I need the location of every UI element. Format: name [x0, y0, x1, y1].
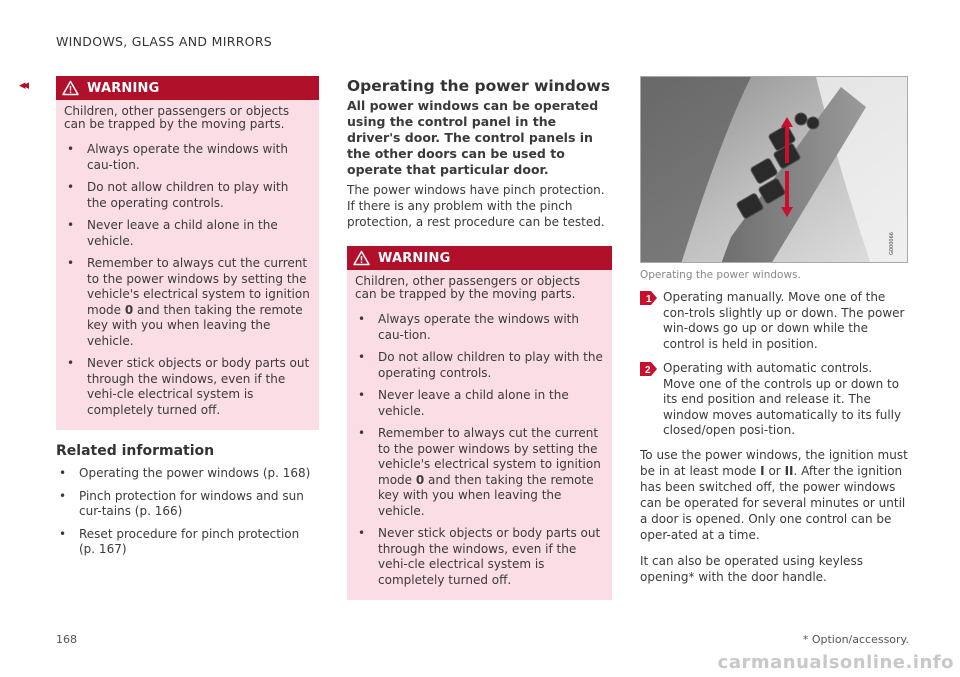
related-link[interactable]: • Operating the power windows (p. 168) — [56, 466, 319, 482]
svg-text:2: 2 — [645, 365, 651, 376]
warning-header — [56, 76, 319, 100]
related-list — [56, 466, 319, 558]
related-link[interactable]: • Pinch protection for windows and sun cur-tains (p. 166) — [56, 489, 319, 520]
related-link[interactable]: • Reset procedure for pinch protection (p. 167) — [56, 527, 319, 558]
keyless-paragraph: It can also be operated using keyless opening* with the door handle. — [640, 553, 863, 584]
warning-header — [347, 246, 612, 270]
lead-paragraph: All power windows can be operated using the control panel in the driver's door. The control panels in the other doors can be used to operate that particular door. — [347, 98, 599, 177]
warning-item: • Never stick objects or body parts out through the windows, even if the vehi-cle electrical system is completely turned off. — [355, 526, 604, 588]
ignition-paragraph: To use the power windows, the ignition must be in at least mode I or II. After the ignition has been switched off, the power windows can be operated for several minutes or until a door is opened. Only one control can be oper-ated at a time. — [640, 447, 908, 542]
section-title: WINDOWS, GLASS AND MIRRORS — [56, 34, 273, 49]
warning-item: • Never leave a child alone in the vehicle. — [355, 388, 604, 419]
step-item — [640, 361, 908, 439]
svg-text:1: 1 — [646, 294, 652, 305]
step-arrow-icon — [640, 291, 657, 305]
window-controls-photo — [640, 76, 908, 263]
related-heading: Related information — [56, 443, 215, 459]
warning-triangle-icon — [62, 80, 79, 96]
warning-item: • Remember to always cut the current to the power windows by setting the vehicle's electrical system to ignition mode 0 and then taking the remote key with you when leaving the vehicle. — [355, 426, 604, 519]
page-heading: Operating the power windows — [347, 77, 611, 95]
figure-code: G000066 — [889, 232, 895, 255]
warning-item: • Never leave a child alone in the vehicle. — [64, 218, 311, 249]
page-number: 168 — [56, 633, 77, 646]
warning-intro: Children, other passengers or objects can be trapped by the moving parts. — [64, 104, 290, 131]
warning-label: WARNING — [378, 250, 451, 266]
step-item — [640, 290, 908, 352]
warning-label: WARNING — [87, 80, 160, 96]
step-text: Operating manually. Move one of the con-trols slightly up or down. The power win-dows go up or down while the control is held in position. — [663, 290, 905, 351]
warning-box — [347, 246, 612, 600]
warning-box — [56, 76, 319, 430]
back-arrows-icon[interactable]: ◂◂ — [19, 78, 27, 93]
column-middle — [347, 76, 612, 600]
column-left — [56, 76, 319, 558]
warning-item: • Always operate the windows with cau-tion. — [64, 142, 311, 173]
warning-item: • Do not allow children to play with the operating controls. — [355, 350, 604, 381]
warning-item: • Never stick objects or body parts out through the windows, even if the vehi-cle electrical system is completely turned off. — [64, 356, 311, 418]
warning-item: • Always operate the windows with cau-tion. — [355, 312, 604, 343]
pinch-paragraph: The power windows have pinch protection. If there is any problem with the pinch protection, a rest procedure can be tested. — [347, 183, 605, 229]
footnote: * Option/accessory. — [802, 633, 909, 646]
warning-item: • Do not allow children to play with the operating controls. — [64, 180, 311, 211]
step-arrow-icon — [640, 362, 657, 376]
figure-caption: Operating the power windows. — [640, 269, 801, 281]
step-text: Operating with automatic controls. Move one of the controls up or down to its end position and release it. The window moves automatically to its fully closed/open posi-tion. — [663, 361, 902, 437]
warning-triangle-icon — [353, 250, 370, 266]
watermark: carmanualsonline.info — [717, 652, 954, 673]
warning-intro: Children, other passengers or objects can be trapped by the moving parts. — [355, 274, 581, 301]
warning-item: • Remember to always cut the current to the power windows by setting the vehicle's electrical system to ignition mode 0 and then taking the remote key with you when leaving the vehicle. — [64, 256, 311, 349]
column-right — [640, 76, 908, 585]
